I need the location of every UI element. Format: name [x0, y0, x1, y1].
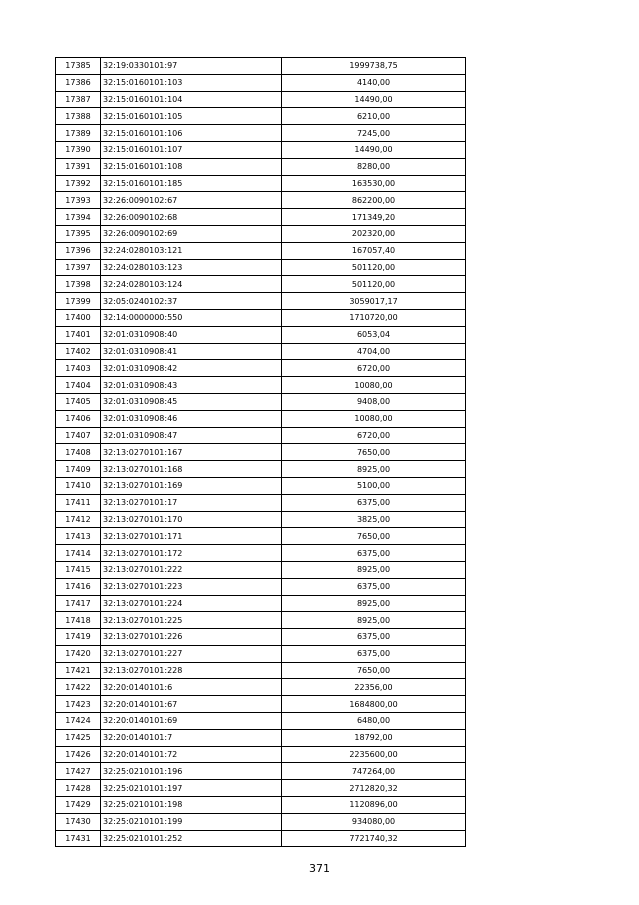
table-row — [56, 108, 466, 125]
table-row — [56, 477, 466, 494]
value-cell: 6375,00 — [282, 494, 466, 511]
table-row — [56, 511, 466, 528]
row-number-cell: 17423 — [56, 696, 101, 713]
row-number-cell: 17398 — [56, 276, 101, 293]
value-cell: 10080,00 — [282, 410, 466, 427]
value-cell: 1120896,00 — [282, 797, 466, 814]
cadastral-number-cell: 32:20:0140101:6 — [101, 679, 282, 696]
row-number-cell: 17407 — [56, 427, 101, 444]
value-cell: 10080,00 — [282, 377, 466, 394]
table-row — [56, 58, 466, 75]
cadastral-number-cell: 32:13:0270101:169 — [101, 477, 282, 494]
table-row — [56, 578, 466, 595]
row-number-cell: 17414 — [56, 545, 101, 562]
table-row — [56, 595, 466, 612]
table-row — [56, 225, 466, 242]
table-row — [56, 545, 466, 562]
row-number-cell: 17417 — [56, 595, 101, 612]
table-row — [56, 461, 466, 478]
table-row — [56, 797, 466, 814]
cadastral-number-cell: 32:20:0140101:72 — [101, 746, 282, 763]
row-number-cell: 17431 — [56, 830, 101, 847]
table-row — [56, 209, 466, 226]
cadastral-number-cell: 32:01:0310908:40 — [101, 326, 282, 343]
value-cell: 22356,00 — [282, 679, 466, 696]
value-cell: 6480,00 — [282, 713, 466, 730]
row-number-cell: 17408 — [56, 444, 101, 461]
value-cell: 9408,00 — [282, 393, 466, 410]
cadastral-number-cell: 32:15:0160101:106 — [101, 125, 282, 142]
cadastral-number-cell: 32:20:0140101:69 — [101, 713, 282, 730]
table-row — [56, 377, 466, 394]
table-row — [56, 729, 466, 746]
cadastral-number-cell: 32:01:0310908:41 — [101, 343, 282, 360]
value-cell: 202320,00 — [282, 225, 466, 242]
table-row — [56, 629, 466, 646]
value-cell: 18792,00 — [282, 729, 466, 746]
cadastral-number-cell: 32:13:0270101:168 — [101, 461, 282, 478]
table-row — [56, 696, 466, 713]
row-number-cell: 17402 — [56, 343, 101, 360]
row-number-cell: 17399 — [56, 293, 101, 310]
value-cell: 2712820,32 — [282, 780, 466, 797]
value-cell: 8280,00 — [282, 158, 466, 175]
cadastral-number-cell: 32:13:0270101:224 — [101, 595, 282, 612]
row-number-cell: 17400 — [56, 309, 101, 326]
cadastral-number-cell: 32:19:0330101:97 — [101, 58, 282, 75]
cadastral-number-cell: 32:15:0160101:103 — [101, 74, 282, 91]
value-cell: 501120,00 — [282, 259, 466, 276]
cadastral-number-cell: 32:13:0270101:167 — [101, 444, 282, 461]
cadastral-number-cell: 32:13:0270101:228 — [101, 662, 282, 679]
row-number-cell: 17409 — [56, 461, 101, 478]
cadastral-number-cell: 32:13:0270101:170 — [101, 511, 282, 528]
table-row — [56, 293, 466, 310]
value-cell: 6053,04 — [282, 326, 466, 343]
cadastral-number-cell: 32:01:0310908:47 — [101, 427, 282, 444]
row-number-cell: 17395 — [56, 225, 101, 242]
row-number-cell: 17415 — [56, 561, 101, 578]
table-row — [56, 141, 466, 158]
value-cell: 6720,00 — [282, 427, 466, 444]
table-row — [56, 242, 466, 259]
row-number-cell: 17401 — [56, 326, 101, 343]
value-cell: 934080,00 — [282, 813, 466, 830]
value-cell: 1710720,00 — [282, 309, 466, 326]
cadastral-number-cell: 32:25:0210101:252 — [101, 830, 282, 847]
row-number-cell: 17390 — [56, 141, 101, 158]
row-number-cell: 17427 — [56, 763, 101, 780]
value-cell: 7721740,32 — [282, 830, 466, 847]
cadastral-number-cell: 32:13:0270101:226 — [101, 629, 282, 646]
value-cell: 4140,00 — [282, 74, 466, 91]
row-number-cell: 17413 — [56, 528, 101, 545]
table-row — [56, 763, 466, 780]
value-cell: 7650,00 — [282, 528, 466, 545]
table-row — [56, 713, 466, 730]
cadastral-number-cell: 32:25:0210101:198 — [101, 797, 282, 814]
row-number-cell: 17386 — [56, 74, 101, 91]
row-number-cell: 17394 — [56, 209, 101, 226]
table-row — [56, 427, 466, 444]
table-row — [56, 528, 466, 545]
cadastral-number-cell: 32:15:0160101:185 — [101, 175, 282, 192]
table-row — [56, 393, 466, 410]
cadastral-number-cell: 32:20:0140101:7 — [101, 729, 282, 746]
row-number-cell: 17419 — [56, 629, 101, 646]
table-row — [56, 276, 466, 293]
value-cell: 1684800,00 — [282, 696, 466, 713]
value-cell: 14490,00 — [282, 141, 466, 158]
table-row — [56, 494, 466, 511]
row-number-cell: 17422 — [56, 679, 101, 696]
row-number-cell: 17385 — [56, 58, 101, 75]
value-cell: 8925,00 — [282, 461, 466, 478]
cadastral-number-cell: 32:24:0280103:121 — [101, 242, 282, 259]
cadastral-number-cell: 32:15:0160101:105 — [101, 108, 282, 125]
cadastral-number-cell: 32:13:0270101:225 — [101, 612, 282, 629]
row-number-cell: 17404 — [56, 377, 101, 394]
value-cell: 7245,00 — [282, 125, 466, 142]
row-number-cell: 17418 — [56, 612, 101, 629]
table-row — [56, 158, 466, 175]
row-number-cell: 17428 — [56, 780, 101, 797]
value-cell: 1999738,75 — [282, 58, 466, 75]
value-cell: 501120,00 — [282, 276, 466, 293]
table-body — [56, 58, 466, 847]
value-cell: 4704,00 — [282, 343, 466, 360]
table-row — [56, 561, 466, 578]
cadastral-number-cell: 32:01:0310908:42 — [101, 360, 282, 377]
cadastral-number-cell: 32:15:0160101:108 — [101, 158, 282, 175]
value-cell: 3059017,17 — [282, 293, 466, 310]
table-row — [56, 444, 466, 461]
value-cell: 6375,00 — [282, 645, 466, 662]
cadastral-number-cell: 32:15:0160101:104 — [101, 91, 282, 108]
table-row — [56, 74, 466, 91]
value-cell: 3825,00 — [282, 511, 466, 528]
value-cell: 6375,00 — [282, 545, 466, 562]
table-row — [56, 91, 466, 108]
cadastral-number-cell: 32:24:0280103:123 — [101, 259, 282, 276]
value-cell: 8925,00 — [282, 612, 466, 629]
cadastral-number-cell: 32:13:0270101:171 — [101, 528, 282, 545]
row-number-cell: 17425 — [56, 729, 101, 746]
cadastral-number-cell: 32:24:0280103:124 — [101, 276, 282, 293]
row-number-cell: 17412 — [56, 511, 101, 528]
table-row — [56, 645, 466, 662]
row-number-cell: 17410 — [56, 477, 101, 494]
table-row — [56, 326, 466, 343]
row-number-cell: 17391 — [56, 158, 101, 175]
value-cell: 8925,00 — [282, 595, 466, 612]
cadastral-number-cell: 32:13:0270101:17 — [101, 494, 282, 511]
value-cell: 163530,00 — [282, 175, 466, 192]
cadastral-number-cell: 32:20:0140101:67 — [101, 696, 282, 713]
cadastral-number-cell: 32:15:0160101:107 — [101, 141, 282, 158]
table-row — [56, 192, 466, 209]
value-cell: 2235600,00 — [282, 746, 466, 763]
value-cell: 747264,00 — [282, 763, 466, 780]
table-row — [56, 780, 466, 797]
cadastral-number-cell: 32:01:0310908:43 — [101, 377, 282, 394]
table-row — [56, 813, 466, 830]
row-number-cell: 17389 — [56, 125, 101, 142]
page-number: 371 — [309, 862, 330, 875]
table-row — [56, 259, 466, 276]
row-number-cell: 17429 — [56, 797, 101, 814]
row-number-cell: 17405 — [56, 393, 101, 410]
row-number-cell: 17411 — [56, 494, 101, 511]
cadastral-number-cell: 32:13:0270101:222 — [101, 561, 282, 578]
row-number-cell: 17397 — [56, 259, 101, 276]
table-row — [56, 175, 466, 192]
row-number-cell: 17421 — [56, 662, 101, 679]
table-row — [56, 679, 466, 696]
row-number-cell: 17426 — [56, 746, 101, 763]
cadastral-number-cell: 32:13:0270101:227 — [101, 645, 282, 662]
cadastral-number-cell: 32:25:0210101:199 — [101, 813, 282, 830]
table-row — [56, 662, 466, 679]
value-cell: 14490,00 — [282, 91, 466, 108]
row-number-cell: 17392 — [56, 175, 101, 192]
cadastral-number-cell: 32:13:0270101:223 — [101, 578, 282, 595]
value-cell: 167057,40 — [282, 242, 466, 259]
value-cell: 7650,00 — [282, 444, 466, 461]
value-cell: 862200,00 — [282, 192, 466, 209]
row-number-cell: 17387 — [56, 91, 101, 108]
table-row — [56, 612, 466, 629]
row-number-cell: 17424 — [56, 713, 101, 730]
table-row — [56, 309, 466, 326]
cadastral-number-cell: 32:25:0210101:197 — [101, 780, 282, 797]
row-number-cell: 17420 — [56, 645, 101, 662]
cadastral-number-cell: 32:25:0210101:196 — [101, 763, 282, 780]
cadastral-number-cell: 32:26:0090102:68 — [101, 209, 282, 226]
row-number-cell: 17430 — [56, 813, 101, 830]
value-cell: 5100,00 — [282, 477, 466, 494]
value-cell: 7650,00 — [282, 662, 466, 679]
row-number-cell: 17406 — [56, 410, 101, 427]
value-cell: 8925,00 — [282, 561, 466, 578]
table-row — [56, 125, 466, 142]
cadastral-number-cell: 32:26:0090102:67 — [101, 192, 282, 209]
value-cell: 6210,00 — [282, 108, 466, 125]
value-cell: 6375,00 — [282, 578, 466, 595]
table-row — [56, 830, 466, 847]
row-number-cell: 17416 — [56, 578, 101, 595]
cadastral-number-cell: 32:26:0090102:69 — [101, 225, 282, 242]
value-cell: 171349,20 — [282, 209, 466, 226]
cadastral-table — [55, 57, 466, 847]
cadastral-number-cell: 32:13:0270101:172 — [101, 545, 282, 562]
value-cell: 6375,00 — [282, 629, 466, 646]
cadastral-number-cell: 32:01:0310908:45 — [101, 393, 282, 410]
value-cell: 6720,00 — [282, 360, 466, 377]
table-row — [56, 343, 466, 360]
cadastral-number-cell: 32:05:0240102:37 — [101, 293, 282, 310]
row-number-cell: 17388 — [56, 108, 101, 125]
table-row — [56, 746, 466, 763]
row-number-cell: 17393 — [56, 192, 101, 209]
cadastral-number-cell: 32:01:0310908:46 — [101, 410, 282, 427]
row-number-cell: 17403 — [56, 360, 101, 377]
table-row — [56, 410, 466, 427]
table-row — [56, 360, 466, 377]
cadastral-number-cell: 32:14:0000000:550 — [101, 309, 282, 326]
row-number-cell: 17396 — [56, 242, 101, 259]
